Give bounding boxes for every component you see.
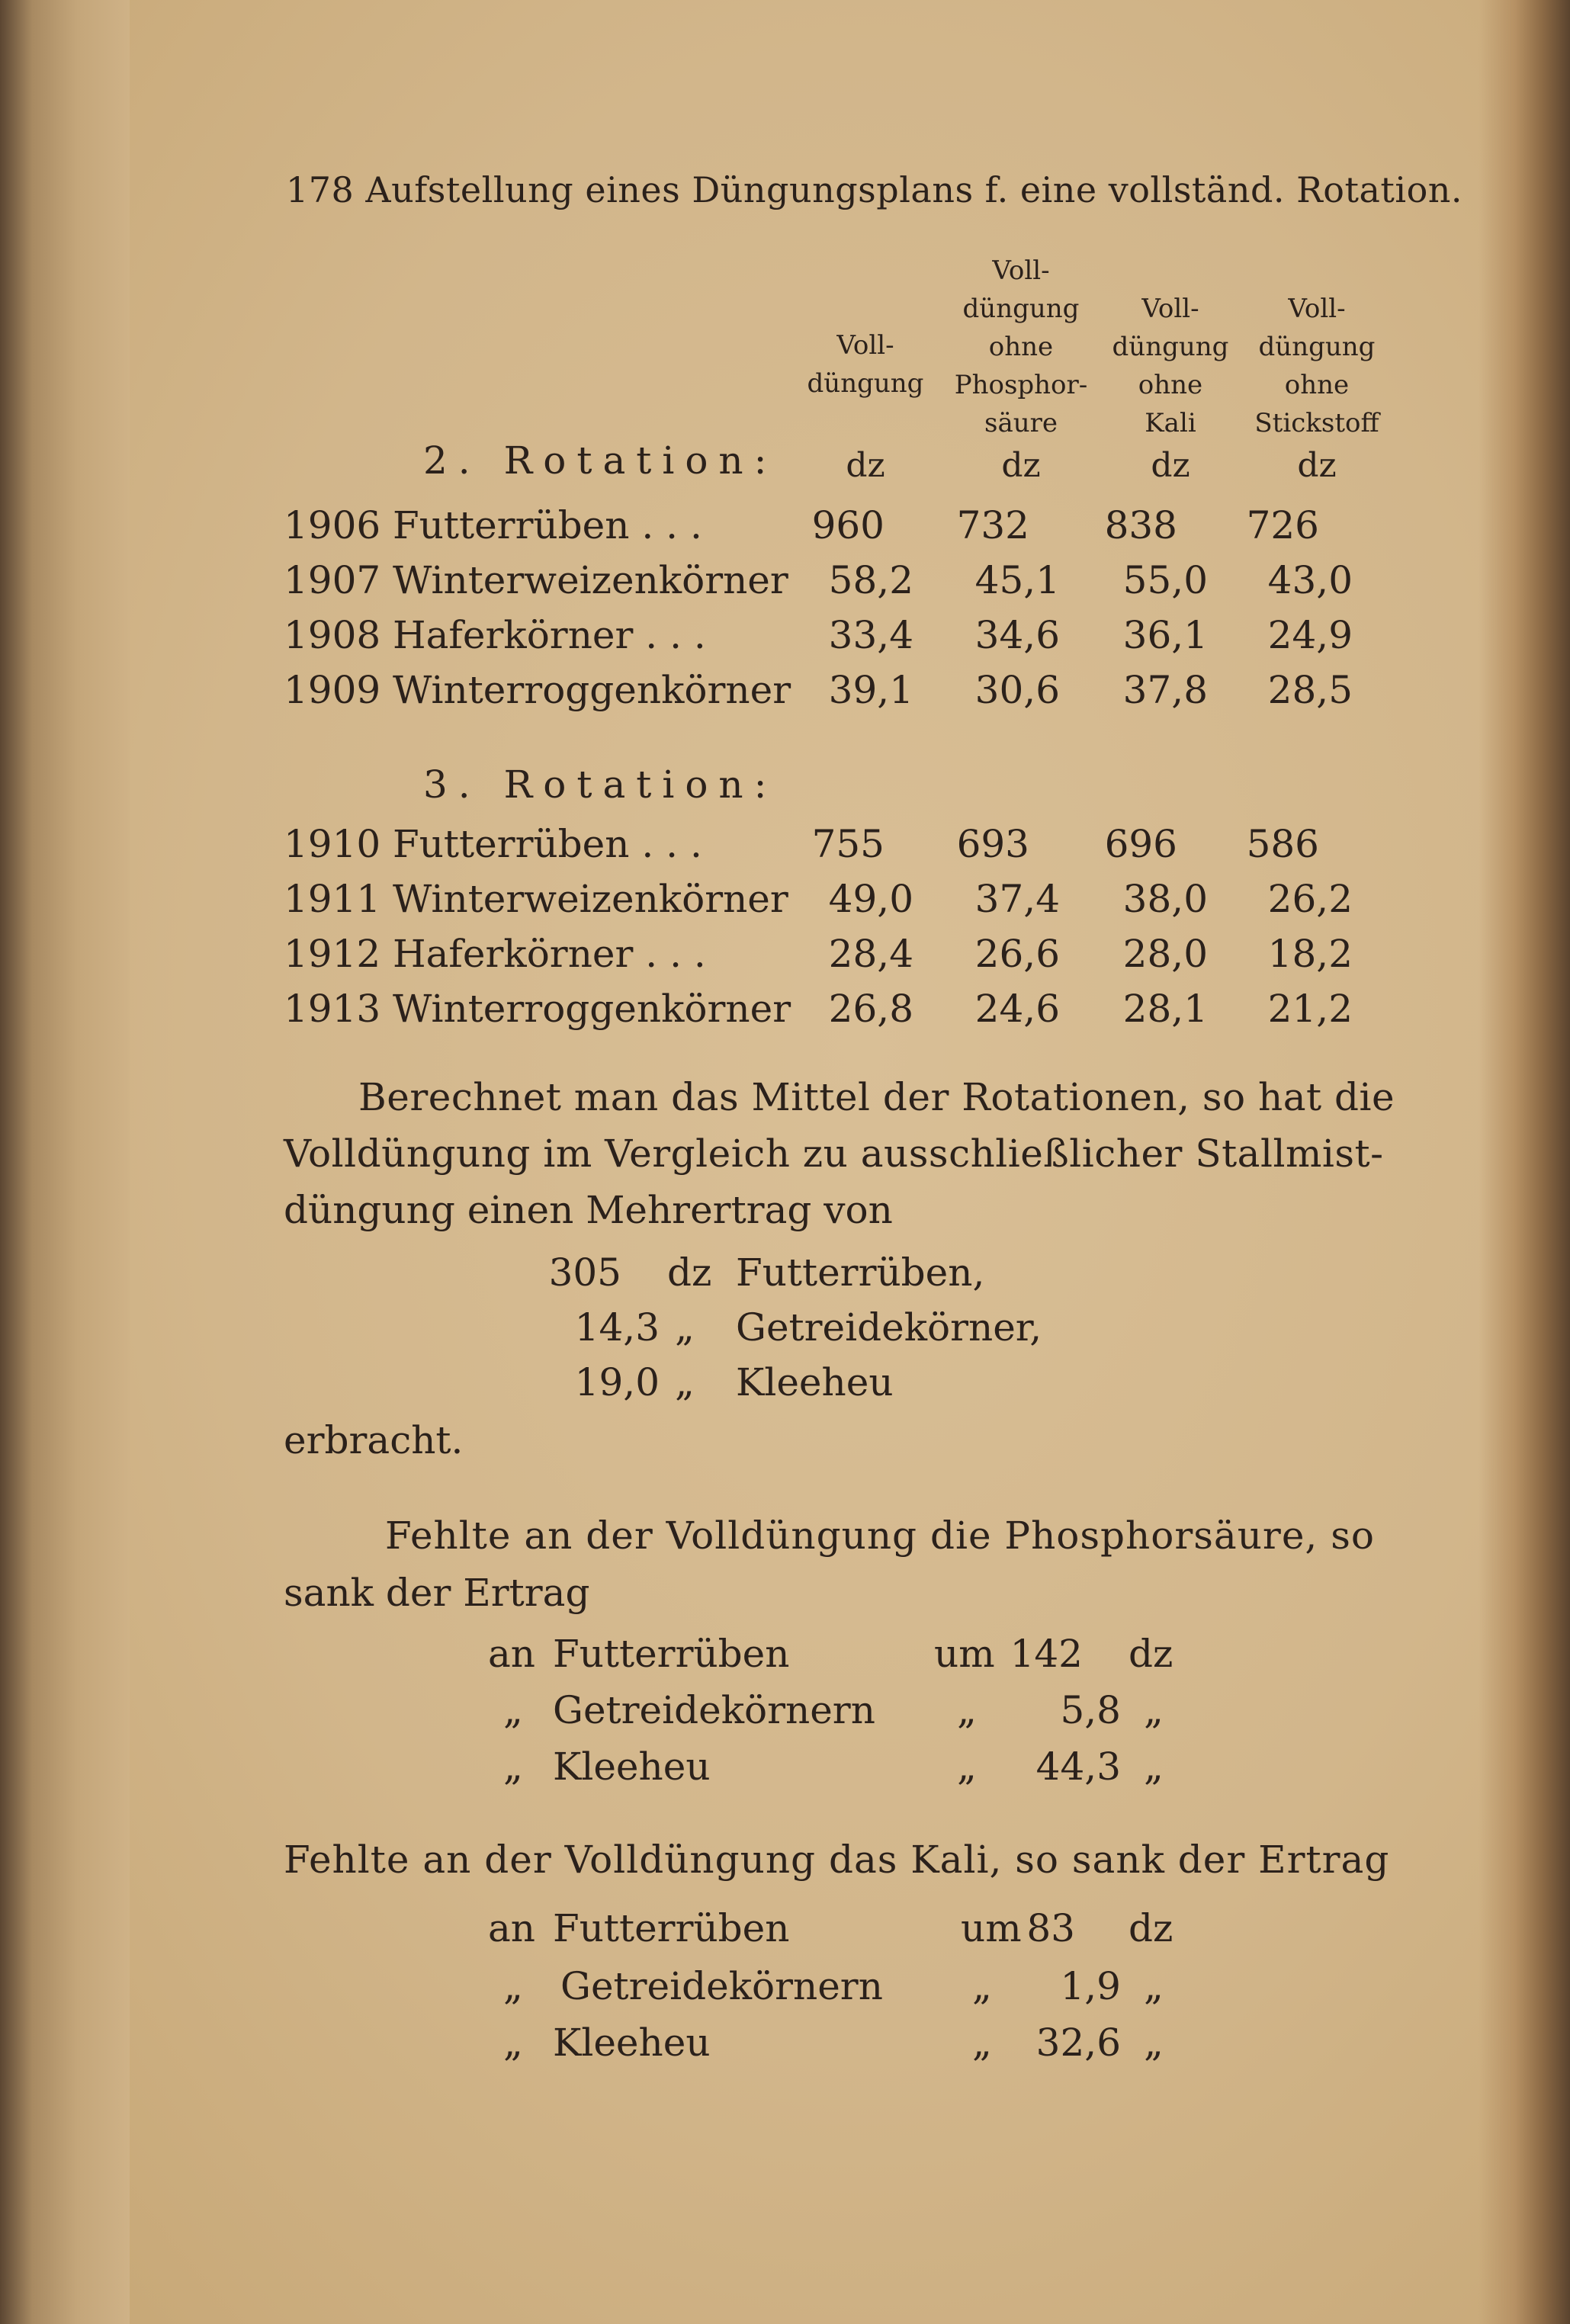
by: um	[934, 1632, 995, 1676]
prefix: an	[488, 1906, 536, 1950]
row-value: 696	[1104, 822, 1177, 866]
item-label: Futterrüben,	[736, 1250, 985, 1295]
row-value: 755	[811, 822, 885, 866]
row-crop: Winterweizenkörner	[393, 558, 788, 602]
unit-label: dz	[1151, 446, 1190, 485]
col-head-line: Voll-	[992, 255, 1050, 286]
amount: 14,3	[574, 1305, 660, 1350]
running-header: 178 Aufstellung eines Düngungsplans f. eine vollständ. Rotation.	[286, 169, 1463, 210]
row-value: 726	[1246, 503, 1319, 547]
row-value: 28,1	[1122, 987, 1208, 1031]
col-head-line: ohne	[1284, 370, 1350, 400]
item-label: Kleeheu	[736, 1360, 894, 1404]
row-value: 36,1	[1122, 613, 1208, 657]
amount: 83	[1026, 1906, 1075, 1950]
row-value: 37,8	[1122, 668, 1208, 712]
row-value: 586	[1246, 822, 1319, 866]
row-value: 21,2	[1267, 987, 1353, 1031]
amount: 5,8	[1060, 1688, 1121, 1732]
row-value: 26,6	[974, 932, 1060, 976]
col-head-line: düngung	[807, 368, 924, 399]
col-head-2	[949, 252, 1093, 442]
unit: „	[1144, 1745, 1164, 1789]
row-year: 1912	[284, 932, 381, 976]
item-label: Kleeheu	[553, 1745, 711, 1789]
unit: „	[675, 1305, 695, 1350]
row-value: 960	[811, 503, 885, 547]
page-edge	[1478, 0, 1570, 2324]
row-value: 38,0	[1122, 877, 1208, 921]
rotation-3-label: 3. Rotation:	[423, 762, 778, 807]
unit: dz	[1129, 1906, 1173, 1950]
unit-label: dz	[1001, 446, 1041, 485]
unit: „	[1144, 1964, 1164, 2008]
by: „	[957, 1745, 977, 1789]
row-value: 693	[956, 822, 1029, 866]
row-year: 1911	[284, 877, 381, 921]
row-year: 1913	[284, 987, 381, 1031]
amount: 44,3	[1035, 1745, 1121, 1789]
item-label: Getreidekörner,	[736, 1305, 1042, 1350]
row-value: 30,6	[974, 668, 1060, 712]
row-year: 1906	[284, 503, 381, 547]
amount: 1,9	[1060, 1964, 1121, 2008]
row-value: 58,2	[828, 558, 913, 602]
item-label: Kleeheu	[553, 2021, 711, 2065]
col-head-line: düngung	[1112, 332, 1229, 362]
unit-label: dz	[846, 446, 885, 485]
row-value: 34,6	[974, 613, 1060, 657]
row-value: 26,8	[828, 987, 913, 1031]
row-crop: Futterrüben . . .	[393, 503, 702, 547]
row-crop: Winterweizenkörner	[393, 877, 788, 921]
col-head-line: Kali	[1145, 408, 1196, 438]
col-head-line: Voll-	[1141, 294, 1199, 324]
item-label: Futterrüben	[553, 1632, 790, 1676]
by: um	[961, 1906, 1022, 1950]
rotation-2-label: 2. Rotation:	[423, 438, 778, 483]
row-value: 24,9	[1267, 613, 1353, 657]
paragraph-line: düngung einen Mehrertrag von	[284, 1188, 893, 1232]
col-head-line: Voll-	[1288, 294, 1346, 324]
prefix: „	[503, 1745, 523, 1789]
page-gutter	[0, 0, 130, 2324]
row-value: 43,0	[1267, 558, 1353, 602]
paragraph-line: Berechnet man das Mittel der Rotationen, so hat die	[358, 1075, 1395, 1119]
col-head-4	[1244, 290, 1389, 442]
row-value: 28,5	[1267, 668, 1353, 712]
row-value: 26,2	[1267, 877, 1353, 921]
row-value: 39,1	[828, 668, 913, 712]
prefix: an	[488, 1632, 536, 1676]
item-label: Getreidekörnern	[560, 1964, 883, 2008]
row-value: 49,0	[828, 877, 913, 921]
unit-label: dz	[1297, 446, 1337, 485]
row-value: 28,4	[828, 932, 913, 976]
paragraph-line: Fehlte an der Volldüngung das Kali, so sank der Ertrag	[284, 1838, 1390, 1882]
unit: „	[1144, 2021, 1164, 2065]
by: „	[957, 1688, 977, 1732]
amount: 19,0	[574, 1360, 660, 1404]
unit: dz	[667, 1250, 712, 1295]
paragraph-line: erbracht.	[284, 1418, 464, 1462]
row-value: 18,2	[1267, 932, 1353, 976]
row-crop: Futterrüben . . .	[393, 822, 702, 866]
amount: 32,6	[1035, 2021, 1121, 2065]
col-head-1	[793, 326, 938, 403]
row-value: 33,4	[828, 613, 913, 657]
by: „	[972, 1964, 992, 2008]
row-value: 37,4	[974, 877, 1060, 921]
row-value: 732	[956, 503, 1029, 547]
row-value: 838	[1104, 503, 1177, 547]
row-value: 24,6	[974, 987, 1060, 1031]
row-crop: Winterroggenkörner	[393, 987, 791, 1031]
col-head-line: Voll-	[836, 330, 894, 361]
unit: „	[1144, 1688, 1164, 1732]
amount: 305	[548, 1250, 621, 1295]
by: „	[972, 2021, 992, 2065]
row-value: 45,1	[974, 558, 1060, 602]
row-value: 28,0	[1122, 932, 1208, 976]
row-crop: Haferkörner . . .	[393, 932, 706, 976]
col-head-line: düngung	[962, 294, 1080, 324]
prefix: „	[503, 1964, 523, 2008]
col-head-line: säure	[984, 408, 1058, 438]
col-head-line: ohne	[988, 332, 1054, 362]
paragraph-line: Fehlte an der Volldüngung die Phosphorsäure, so	[385, 1513, 1375, 1558]
unit: „	[675, 1360, 695, 1404]
row-year: 1908	[284, 613, 381, 657]
col-head-line: Phosphor-	[954, 370, 1088, 400]
row-crop: Winterroggenkörner	[393, 668, 791, 712]
row-year: 1907	[284, 558, 381, 602]
row-value: 55,0	[1122, 558, 1208, 602]
col-head-3	[1098, 290, 1243, 442]
row-crop: Haferkörner . . .	[393, 613, 706, 657]
paragraph-line: sank der Ertrag	[284, 1571, 590, 1615]
item-label: Getreidekörnern	[553, 1688, 875, 1732]
row-year: 1910	[284, 822, 381, 866]
col-head-line: Stickstoff	[1254, 408, 1379, 438]
col-head-line: ohne	[1138, 370, 1203, 400]
item-label: Futterrüben	[553, 1906, 790, 1950]
col-head-line: düngung	[1258, 332, 1376, 362]
row-year: 1909	[284, 668, 381, 712]
amount: 142	[1010, 1632, 1083, 1676]
unit: dz	[1129, 1632, 1173, 1676]
paragraph-line: Volldüngung im Vergleich zu ausschließlicher Stallmist-	[284, 1132, 1384, 1176]
prefix: „	[503, 1688, 523, 1732]
prefix: „	[503, 2021, 523, 2065]
